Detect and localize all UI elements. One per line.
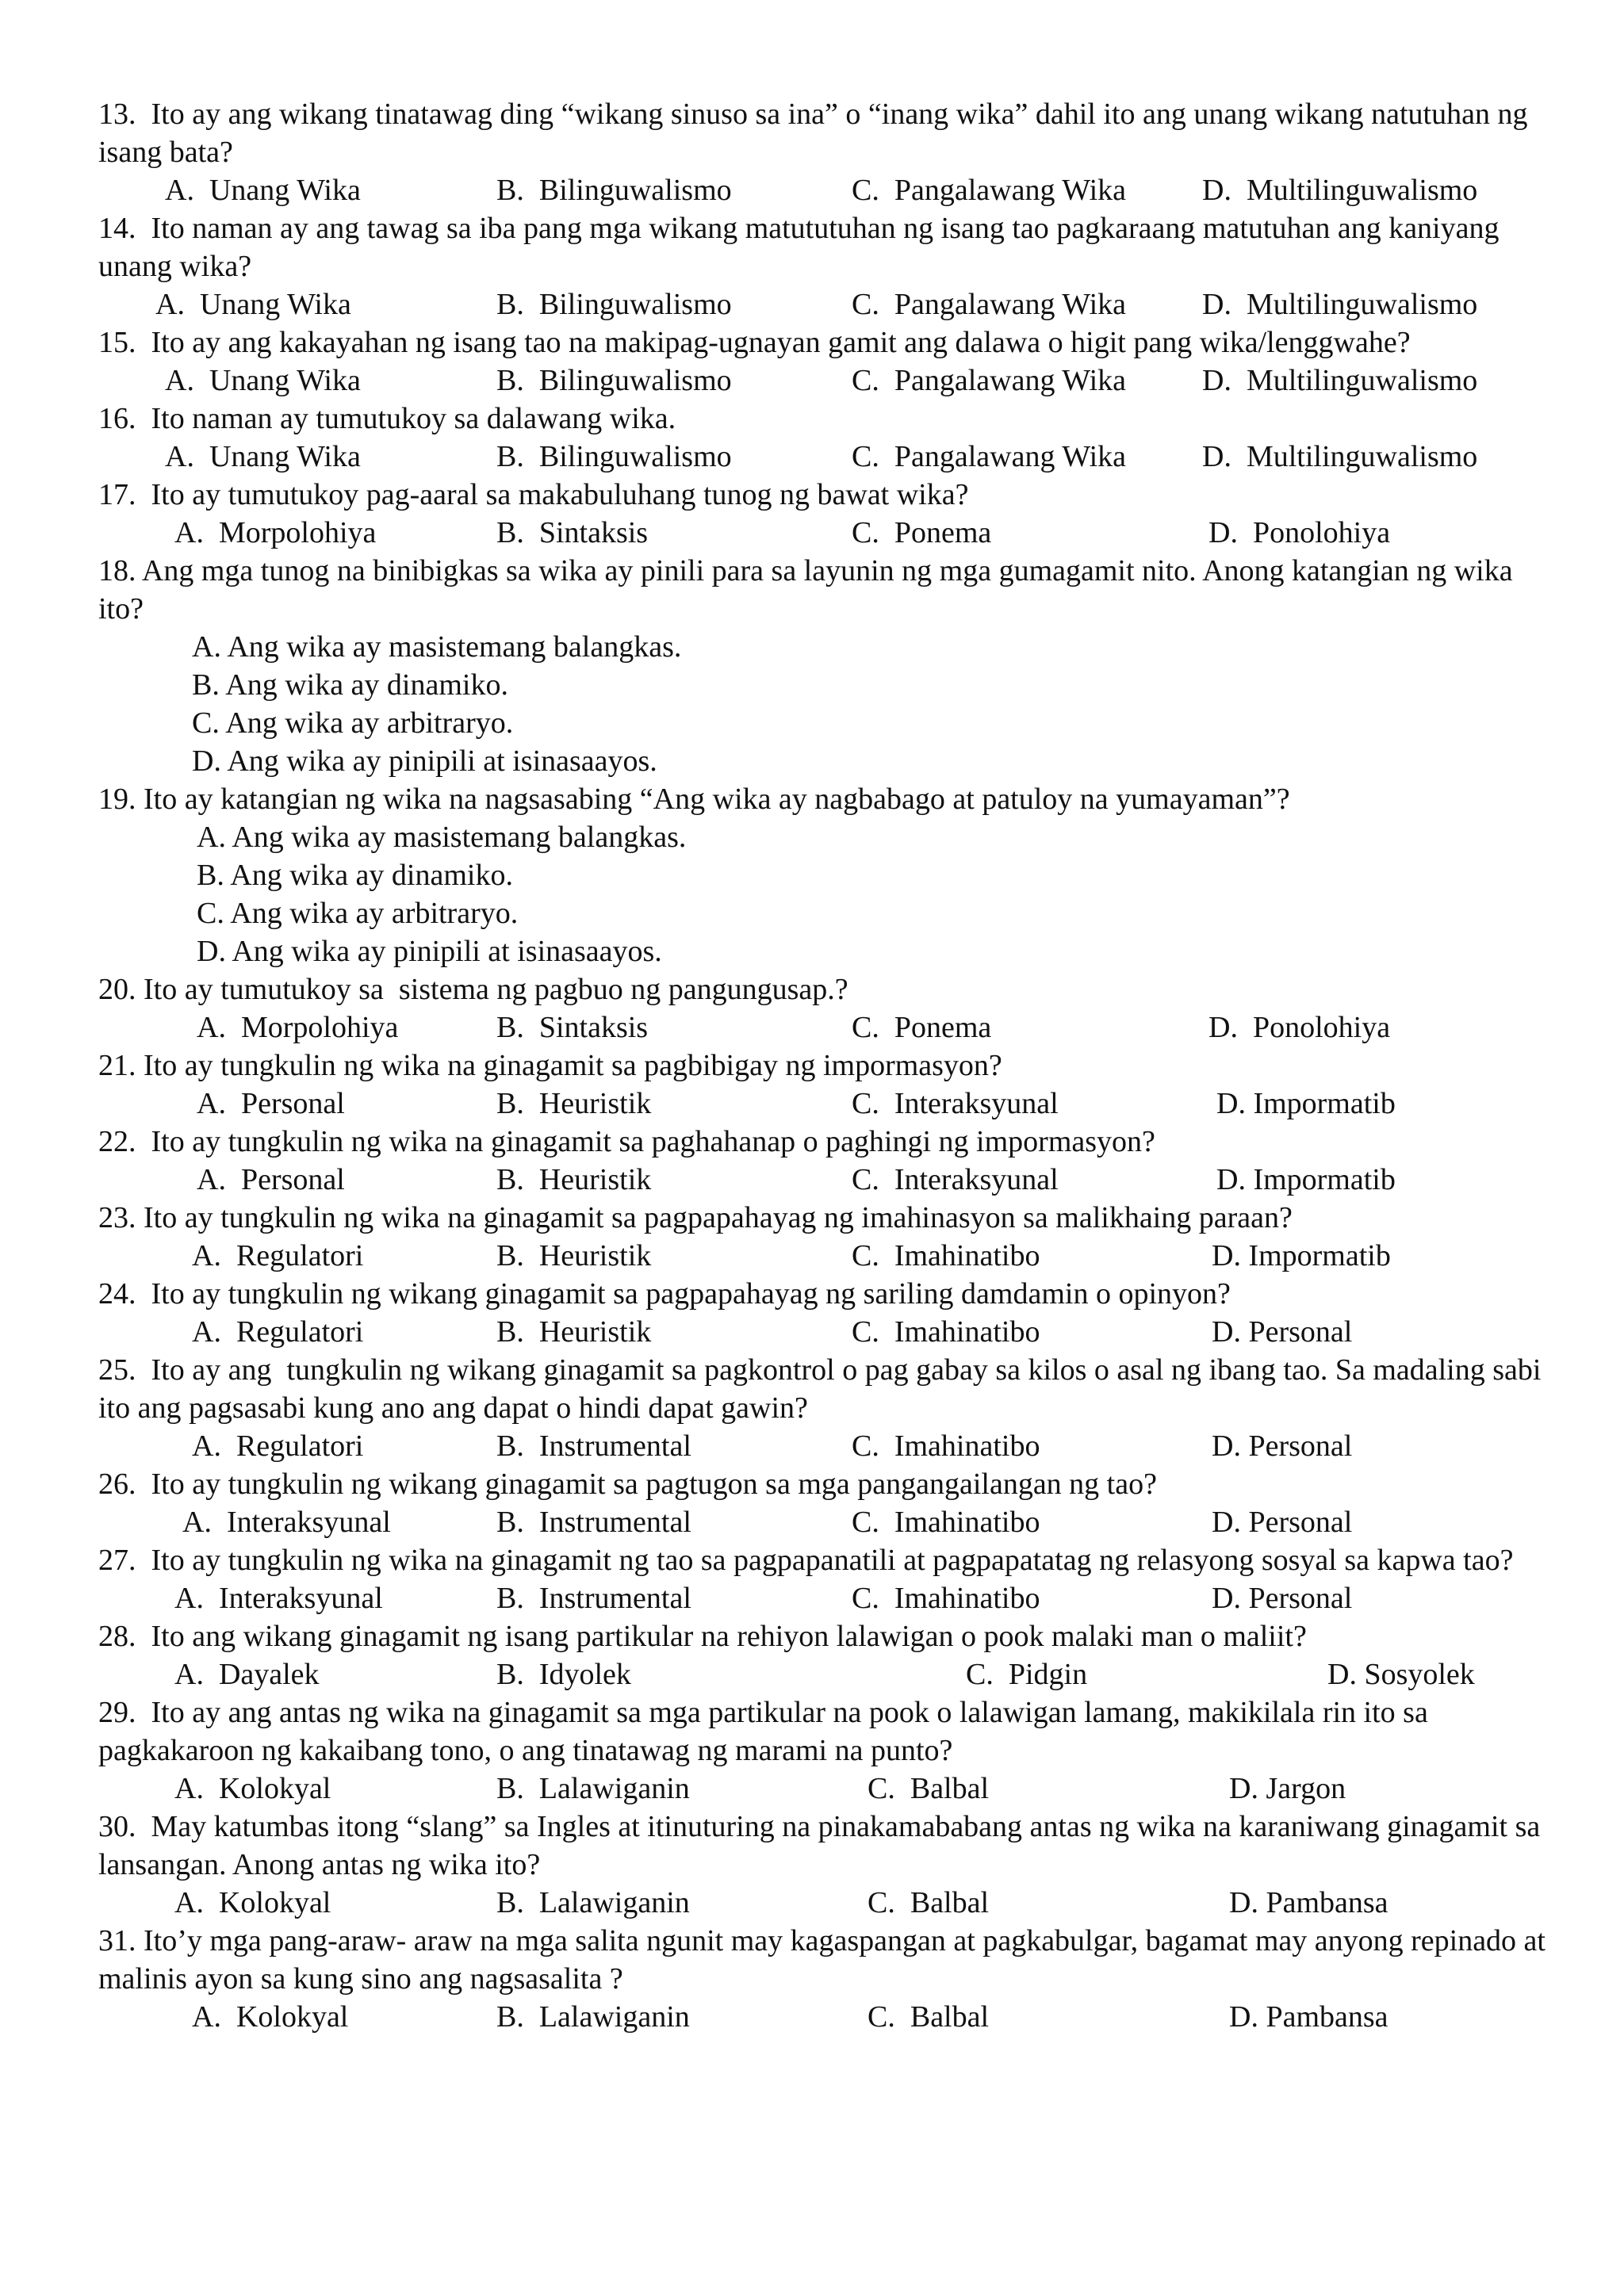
choices xyxy=(98,1237,1549,1275)
question-text: Ito ay tungkulin ng wika na ginagamit sa pagpapahayag ng imahinasyon sa malikhaing paraan? xyxy=(144,1201,1293,1234)
choice-d[interactable]: D. Personal xyxy=(1212,1582,1353,1615)
question-text: Ito ay ang antas ng wika na ginagamit sa mga partikular na pook o lalawigan lamang, makikilala rin ito sa pagkakaroon ng kakaibang tono, o ang tinatawag ng marami na punto? xyxy=(98,1696,1436,1767)
question-number: 14. xyxy=(98,212,136,245)
choices xyxy=(98,1579,1549,1617)
choice-c[interactable]: C. Balbal xyxy=(868,1886,990,1919)
question-text: May katumbas itong “slang” sa Ingles at itinuturing na pinakamababang antas ng wika na karaniwang ginagamit sa lansangan. Anong antas ng wika ito? xyxy=(98,1810,1548,1881)
choices xyxy=(98,1427,1549,1465)
question-number: 13. xyxy=(98,98,136,131)
choice-c[interactable]: C. Pangalawang Wika xyxy=(852,440,1127,473)
question-18 xyxy=(98,552,1549,780)
choices xyxy=(98,171,1549,209)
question-text: Ito ay tumutukoy sa sistema ng pagbuo ng pangungusap.? xyxy=(144,973,848,1006)
choices xyxy=(98,818,1549,970)
choices xyxy=(98,1884,1549,1922)
choices xyxy=(98,1998,1549,2036)
question-14 xyxy=(98,209,1549,323)
choice-d[interactable]: D. Pambansa xyxy=(1229,2000,1388,2034)
question-15 xyxy=(98,323,1549,400)
question-31 xyxy=(98,1922,1553,2036)
question-number: 29. xyxy=(98,1696,136,1729)
choice-c[interactable]: C. Interaksyunal xyxy=(852,1163,1059,1196)
choice-b[interactable]: B. Ang wika ay dinamiko. xyxy=(192,668,508,702)
choice-b[interactable]: B. Bilinguwalismo xyxy=(496,364,732,397)
choice-a[interactable]: A. Personal xyxy=(197,1163,345,1196)
choice-d[interactable]: D. Multilinguwalismo xyxy=(1202,440,1478,473)
choice-b[interactable]: B. Heuristik xyxy=(496,1163,652,1196)
question-20 xyxy=(98,970,1549,1047)
question-number: 26. xyxy=(98,1468,136,1501)
choice-c[interactable]: C. Pangalawang Wika xyxy=(852,364,1127,397)
choice-a[interactable]: A. Interaksyunal xyxy=(174,1582,383,1615)
choice-b[interactable]: B. Lalawiganin xyxy=(496,1772,690,1805)
question-text: Ito ay tungkulin ng wikang ginagamit sa pagpapahayag ng sariling damdamin o opinyon? xyxy=(151,1277,1231,1311)
choice-a[interactable]: A. Unang Wika xyxy=(165,174,361,207)
question-number: 17. xyxy=(98,478,136,511)
choice-d[interactable]: D. Ang wika ay pinipili at isinasaayos. xyxy=(197,935,662,968)
question-number: 30. xyxy=(98,1810,136,1843)
choice-a[interactable]: A. Interaksyunal xyxy=(182,1506,391,1539)
question-number: 19. xyxy=(98,783,136,816)
choice-c[interactable]: C. Pidgin xyxy=(966,1658,1088,1691)
question-16 xyxy=(98,400,1549,476)
question-number: 25. xyxy=(98,1353,136,1387)
choice-b[interactable]: B. Heuristik xyxy=(496,1239,652,1272)
question-23 xyxy=(98,1199,1549,1275)
choice-b[interactable]: B. Sintaksis xyxy=(496,516,649,549)
question-number: 21. xyxy=(98,1049,136,1082)
choice-d[interactable]: D. Multilinguwalismo xyxy=(1202,288,1478,321)
choice-a[interactable]: A. Morpolohiya xyxy=(174,516,377,549)
choice-d[interactable]: D. Multilinguwalismo xyxy=(1202,174,1478,207)
choice-b[interactable]: B. Heuristik xyxy=(496,1315,652,1349)
question-text: Ito ay ang wikang tinatawag ding “wikang sinuso sa ina” o “inang wika” dahil ito ang unang wikang natutuhan ng isang bata? xyxy=(98,98,1535,169)
choice-d[interactable]: D. Impormatib xyxy=(1216,1087,1396,1120)
choice-d[interactable]: D. Ang wika ay pinipili at isinasaayos. xyxy=(192,744,657,778)
question-text: Ito ay ang tungkulin ng wikang ginagamit sa pagkontrol o pag gabay sa kilos o asal ng ibang tao. Sa madaling sabi ito ang pagsasabi kung ano ang dapat o hindi dapat gawin? xyxy=(98,1353,1549,1425)
choice-b[interactable]: B. Lalawiganin xyxy=(496,1886,690,1919)
question-26 xyxy=(98,1465,1549,1541)
choice-c[interactable]: C. Balbal xyxy=(868,1772,990,1805)
choice-b[interactable]: B. Bilinguwalismo xyxy=(496,440,732,473)
question-number: 28. xyxy=(98,1620,136,1653)
question-text: Ito ay ang kakayahan ng isang tao na makipag-ugnayan gamit ang dalawa o higit pang wika/lenggwahe? xyxy=(151,326,1411,359)
choice-a[interactable]: A. Regulatori xyxy=(192,1239,364,1272)
question-19 xyxy=(98,780,1549,970)
question-text: Ito ay tumutukoy pag-aaral sa makabuluhang tunog ng bawat wika? xyxy=(151,478,969,511)
choices xyxy=(98,1313,1549,1351)
question-number: 31. xyxy=(98,1924,136,1957)
choice-b[interactable]: B. Sintaksis xyxy=(496,1011,649,1044)
choice-a[interactable]: A. Ang wika ay masistemang balangkas. xyxy=(192,630,682,664)
choice-b[interactable]: B. Ang wika ay dinamiko. xyxy=(197,859,513,892)
question-text: Ito ay katangian ng wika na nagsasabing “Ang wika ay nagbabago at patuloy na yumayaman”? xyxy=(144,783,1290,816)
question-number: 24. xyxy=(98,1277,136,1311)
question-number: 27. xyxy=(98,1544,136,1577)
question-text: Ito ay tungkulin ng wika na ginagamit sa paghahanap o paghingi ng impormasyon? xyxy=(151,1125,1155,1158)
question-24 xyxy=(98,1275,1549,1351)
question-27 xyxy=(98,1541,1549,1617)
choices xyxy=(98,1770,1549,1808)
question-13 xyxy=(98,95,1549,209)
choice-c[interactable]: C. Ponema xyxy=(852,1011,992,1044)
choice-c[interactable]: C. Imahinatibo xyxy=(852,1239,1040,1272)
choice-a[interactable]: A. Kolokyal xyxy=(192,2000,349,2034)
question-28 xyxy=(98,1617,1549,1693)
choice-b[interactable]: B. Idyolek xyxy=(496,1658,631,1691)
choice-b[interactable]: B. Instrumental xyxy=(496,1506,691,1539)
choices xyxy=(98,1008,1549,1047)
choice-c[interactable]: C. Ang wika ay arbitraryo. xyxy=(197,897,519,930)
choice-c[interactable]: C. Imahinatibo xyxy=(852,1506,1040,1539)
choices xyxy=(98,362,1549,400)
question-text: Ito ay tungkulin ng wika na ginagamit ng tao sa pagpapanatili at pagpapatatag ng relasyong sosyal sa kapwa tao? xyxy=(151,1544,1514,1577)
question-number: 15. xyxy=(98,326,136,359)
choice-b[interactable]: B. Instrumental xyxy=(496,1429,691,1463)
choice-b[interactable]: B. Lalawiganin xyxy=(496,2000,690,2034)
choices xyxy=(98,1503,1549,1541)
choice-d[interactable]: D. Ponolohiya xyxy=(1208,1011,1391,1044)
choice-d[interactable]: D. Ponolohiya xyxy=(1208,516,1391,549)
choice-b[interactable]: B. Heuristik xyxy=(496,1087,652,1120)
question-text: Ang mga tunog na binibigkas sa wika ay pinili para sa layunin ng mga gumagamit nito. Anong katangian ng wika ito? xyxy=(98,554,1521,626)
choice-d[interactable]: D. Impormatib xyxy=(1212,1239,1391,1272)
question-25 xyxy=(98,1351,1549,1465)
question-text: Ito naman ay tumutukoy sa dalawang wika. xyxy=(151,402,676,435)
choice-a[interactable]: A. Unang Wika xyxy=(165,364,361,397)
choice-d[interactable]: D. Multilinguwalismo xyxy=(1202,364,1478,397)
choice-d[interactable]: D. Personal xyxy=(1212,1315,1353,1349)
choices xyxy=(98,1085,1549,1123)
choices xyxy=(98,514,1549,552)
choice-a[interactable]: A. Regulatori xyxy=(192,1315,364,1349)
question-number: 20. xyxy=(98,973,136,1006)
choice-d[interactable]: D. Impormatib xyxy=(1216,1163,1396,1196)
choice-a[interactable]: A. Regulatori xyxy=(192,1429,364,1463)
choice-a[interactable]: A. Kolokyal xyxy=(174,1886,331,1919)
choice-c[interactable]: C. Balbal xyxy=(868,2000,990,2034)
choice-c[interactable]: C. Imahinatibo xyxy=(852,1429,1040,1463)
choice-a[interactable]: A. Morpolohiya xyxy=(197,1011,399,1044)
question-text: Ito’y mga pang-araw- araw na mga salita ngunit may kagaspangan at pagkabulgar, bagamat may anyong repinado at malinis ayon sa kung sino ang nagsasalita ? xyxy=(98,1924,1553,1996)
question-17 xyxy=(98,476,1549,552)
choice-c[interactable]: C. Pangalawang Wika xyxy=(852,174,1127,207)
choice-c[interactable]: C. Imahinatibo xyxy=(852,1582,1040,1615)
choice-d[interactable]: D. Jargon xyxy=(1229,1772,1346,1805)
question-text: Ito ay tungkulin ng wika na ginagamit sa pagbibigay ng impormasyon? xyxy=(144,1049,1002,1082)
choice-d[interactable]: D. Personal xyxy=(1212,1429,1353,1463)
question-text: Ito ang wikang ginagamit ng isang partikular na rehiyon lalawigan o pook malaki man o maliit? xyxy=(151,1620,1307,1653)
choice-c[interactable]: C. Ang wika ay arbitraryo. xyxy=(192,706,514,740)
question-text: Ito ay tungkulin ng wikang ginagamit sa pagtugon sa mga pangangailangan ng tao? xyxy=(151,1468,1157,1501)
choice-d[interactable]: D. Pambansa xyxy=(1229,1886,1388,1919)
choices xyxy=(98,628,1549,780)
choice-c[interactable]: C. Ponema xyxy=(852,516,992,549)
choices xyxy=(98,285,1549,323)
choice-a[interactable]: A. Personal xyxy=(197,1087,345,1120)
question-text: Ito naman ay ang tawag sa iba pang mga wikang matututuhan ng isang tao pagkaraang matutuhan ang kaniyang unang wika? xyxy=(98,212,1507,283)
choice-c[interactable]: C. Pangalawang Wika xyxy=(852,288,1127,321)
choices xyxy=(98,438,1549,476)
question-number: 22. xyxy=(98,1125,136,1158)
choices xyxy=(98,1655,1549,1693)
choice-a[interactable]: A. Ang wika ay masistemang balangkas. xyxy=(197,821,687,854)
question-29 xyxy=(98,1693,1549,1808)
choice-a[interactable]: A. Kolokyal xyxy=(174,1772,331,1805)
question-21 xyxy=(98,1047,1549,1123)
choice-d[interactable]: D. Sosyolek xyxy=(1327,1658,1475,1691)
choice-b[interactable]: B. Bilinguwalismo xyxy=(496,174,732,207)
question-number: 23. xyxy=(98,1201,136,1234)
question-number: 16. xyxy=(98,402,136,435)
choice-a[interactable]: A. Unang Wika xyxy=(165,440,361,473)
choice-a[interactable]: A. Unang Wika xyxy=(155,288,351,321)
question-30 xyxy=(98,1808,1549,1922)
choice-b[interactable]: B. Bilinguwalismo xyxy=(496,288,732,321)
choice-c[interactable]: C. Imahinatibo xyxy=(852,1315,1040,1349)
choice-b[interactable]: B. Instrumental xyxy=(496,1582,691,1615)
choices xyxy=(98,1161,1549,1199)
question-22 xyxy=(98,1123,1549,1199)
choice-a[interactable]: A. Dayalek xyxy=(174,1658,320,1691)
question-number: 18. xyxy=(98,554,136,587)
choice-d[interactable]: D. Personal xyxy=(1212,1506,1353,1539)
choice-c[interactable]: C. Interaksyunal xyxy=(852,1087,1059,1120)
